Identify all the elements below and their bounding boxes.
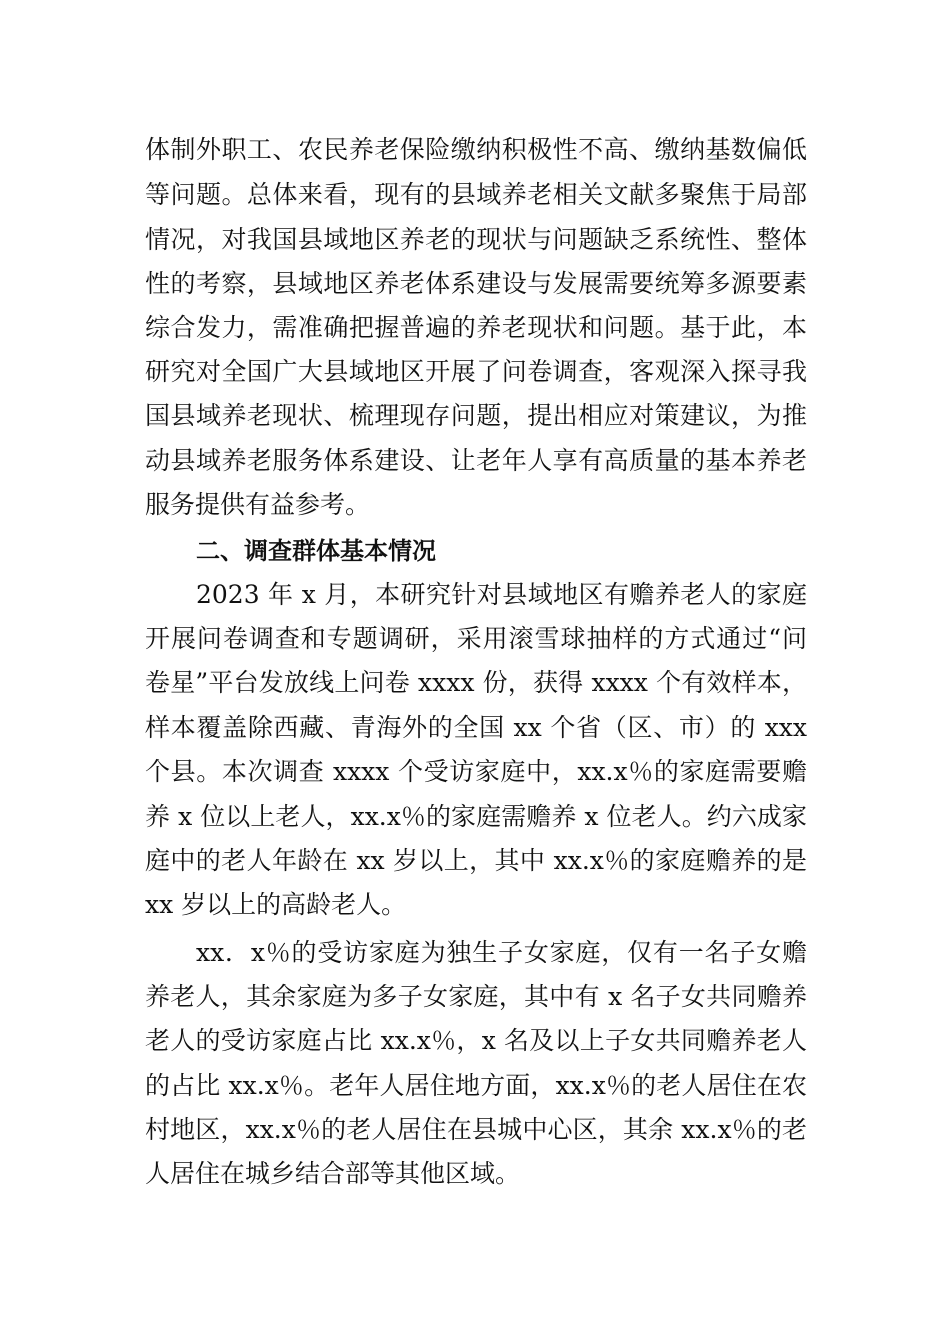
text-line: 个县。本次调查 xxxx 个受访家庭中，xx.x％的家庭需要赡 bbox=[145, 757, 807, 786]
text-line: 性的考察，县域地区养老体系建设与发展需要统筹多源要素 bbox=[145, 269, 807, 298]
text-line: 养老人，其余家庭为多子女家庭，其中有 x 名子女共同赡养 bbox=[145, 982, 807, 1011]
text-line: 体制外职工、农民养老保险缴纳积极性不高、缴纳基数偏低 bbox=[145, 135, 807, 164]
text-line: 样本覆盖除西藏、青海外的全国 xx 个省（区、市）的 xxx bbox=[145, 713, 807, 742]
text-line: 等问题。总体来看，现有的县域养老相关文献多聚焦于局部 bbox=[145, 180, 807, 209]
text-line: 研究对全国广大县域地区开展了问卷调查，客观深入探寻我 bbox=[145, 357, 807, 386]
text-line: 开展问卷调查和专题调研，采用滚雪球抽样的方式通过“问 bbox=[145, 624, 807, 653]
text-line: 情况，对我国县域地区养老的现状与问题缺乏系统性、整体 bbox=[145, 225, 807, 254]
text-line: 服务提供有益参考。 bbox=[145, 490, 371, 519]
text-line: 老人的受访家庭占比 xx.x％，x 名及以上子女共同赡养老人 bbox=[145, 1026, 807, 1055]
text-line: 的占比 xx.x％。老年人居住地方面，xx.x％的老人居住在农 bbox=[145, 1071, 807, 1100]
text-line: 村地区，xx.x％的老人居住在县城中心区，其余 xx.x％的老 bbox=[145, 1115, 807, 1144]
text-line: xx．x％的受访家庭为独生子女家庭，仅有一名子女赡 bbox=[196, 938, 807, 967]
text-line: 国县域养老现状、梳理现存问题，提出相应对策建议，为推 bbox=[145, 401, 807, 430]
text-line: 动县域养老服务体系建设、让老年人享有高质量的基本养老 bbox=[145, 446, 807, 475]
text-line: xx 岁以上的高龄老人。 bbox=[145, 890, 407, 919]
text-line: 综合发力，需准确把握普遍的养老现状和问题。基于此，本 bbox=[145, 313, 807, 342]
text-line: 养 x 位以上老人，xx.x％的家庭需赡养 x 位老人。约六成家 bbox=[145, 802, 807, 831]
text-line: 庭中的老人年龄在 xx 岁以上，其中 xx.x％的家庭赡养的是 bbox=[145, 846, 807, 875]
section-heading: 二、调查群体基本情况 bbox=[196, 537, 436, 565]
text-line: 人居住在城乡结合部等其他区域。 bbox=[145, 1159, 521, 1188]
text-line: 2023 年 x 月，本研究针对县域地区有赡养老人的家庭 bbox=[196, 580, 807, 609]
text-line: 卷星”平台发放线上问卷 xxxx 份，获得 xxxx 个有效样本， bbox=[145, 668, 807, 697]
